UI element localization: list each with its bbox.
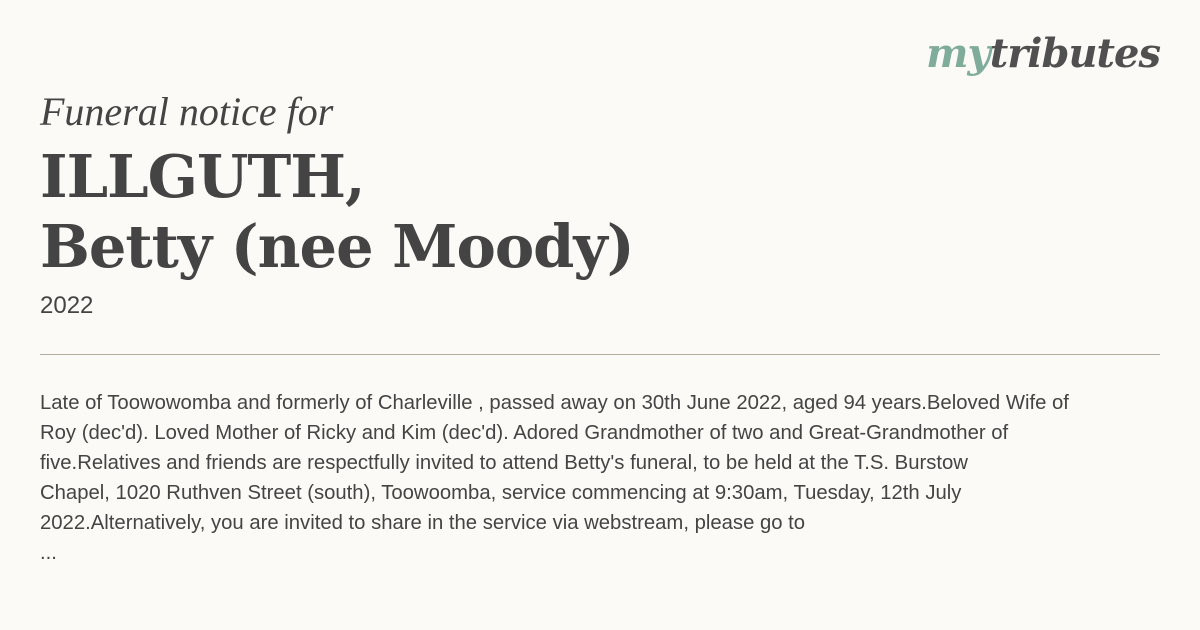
divider: [40, 354, 1160, 355]
notice-body: [40, 388, 1180, 568]
notice-heading: Funeral notice for: [40, 89, 334, 134]
name-line-given: Betty (nee Moody): [40, 212, 634, 281]
notice-year: 2022: [40, 292, 94, 319]
mytributes-logo[interactable]: [926, 30, 1160, 77]
logo-tributes: tributes: [989, 30, 1160, 77]
body-ellipsis: ...: [40, 542, 57, 564]
body-line: five.Relatives and friends are respectfully invited to attend Betty's funeral, to be held at the T.S. Burstow: [40, 452, 968, 474]
body-line: Late of Toowowomba and formerly of Charleville , passed away on 30th June 2022, aged 94 years.Beloved Wife of: [40, 392, 1069, 414]
body-line: 2022.Alternatively, you are invited to share in the service via webstream, please go to: [40, 512, 806, 534]
logo-my: my: [926, 30, 990, 77]
deceased-name: [40, 142, 634, 282]
body-line: Chapel, 1020 Ruthven Street (south), Toowoomba, service commencing at 9:30am, Tuesday, 12th July: [40, 482, 962, 504]
body-line: Roy (dec'd). Loved Mother of Ricky and Kim (dec'd). Adored Grandmother of two and Great-Grandmother of: [40, 422, 1009, 444]
name-line-surname: ILLGUTH,: [40, 142, 365, 211]
